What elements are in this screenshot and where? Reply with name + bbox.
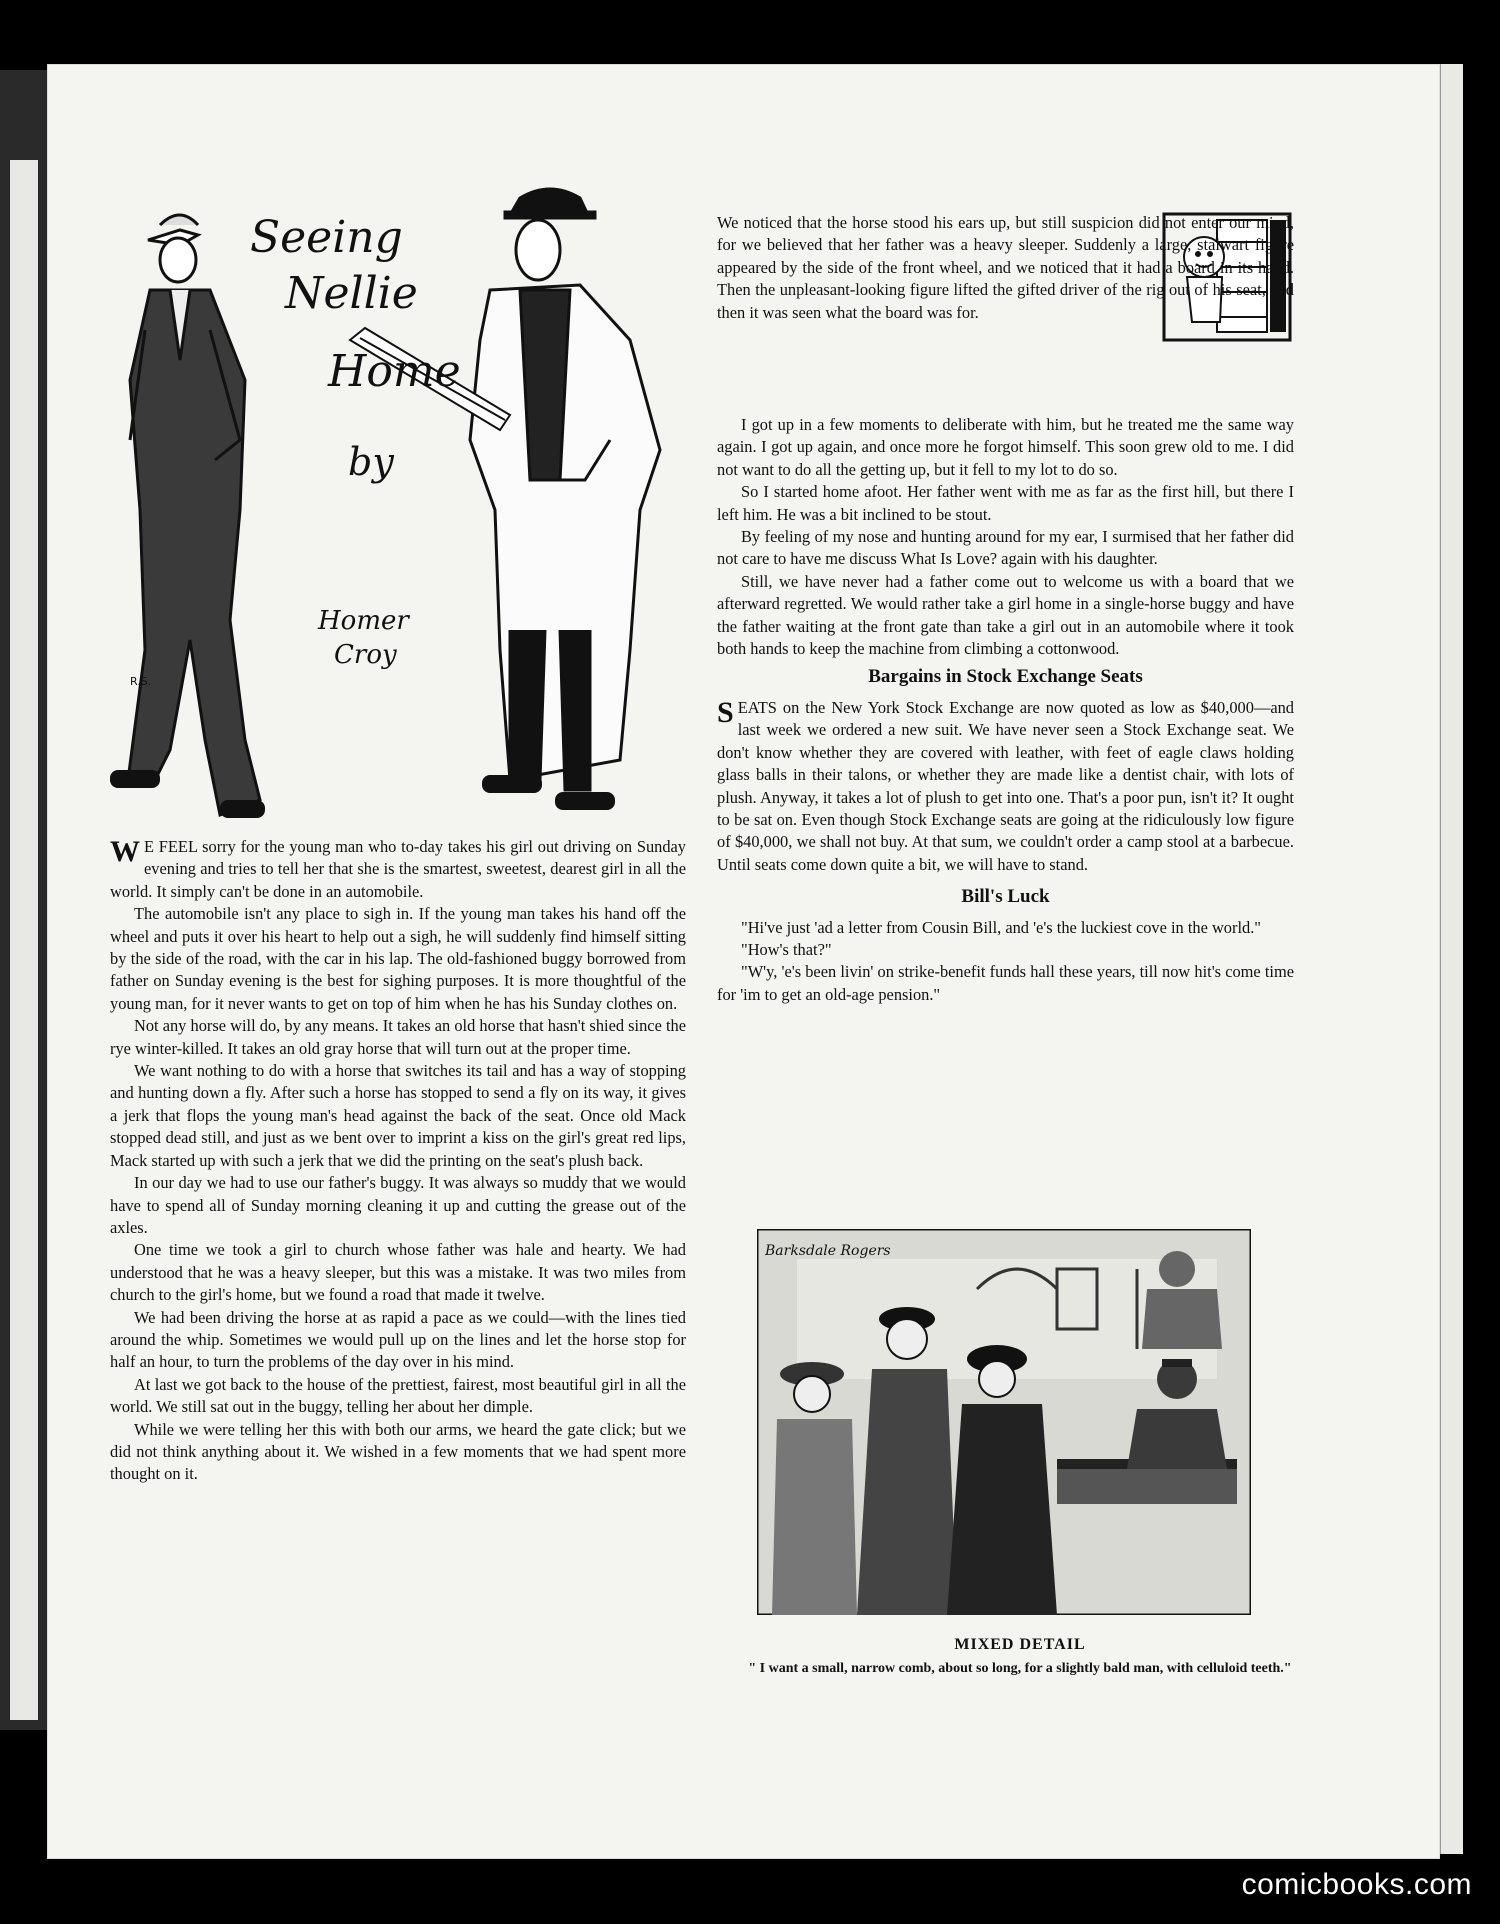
dialogue-line: "W'y, 'e's been livin' on strike-benefit funds hall these years, till now hit's come time for 'im to get an old-age pension." <box>717 962 1294 1004</box>
watermark: comicbooks.com <box>1241 1868 1472 1901</box>
left-column <box>110 836 686 1486</box>
dialogue-line: "How's that?" <box>741 939 832 959</box>
cartoon-caption-text: " I want a small, narrow comb, about so long, for a slightly bald man, with celluloid teeth." <box>748 1661 1292 1676</box>
author-name <box>318 604 409 672</box>
facing-page-edge <box>0 70 47 1730</box>
title-line-3: Home <box>328 346 461 397</box>
paragraph: By feeling of my nose and hunting around for my ear, I surmised that her father did not care to have me discuss What Is Love? again with his daughter. <box>717 527 1294 569</box>
paragraph: While we were telling her this with both our arms, we heard the gate click; but we did not think anything about it. We wished in a few moments that we had spent more thought on it. <box>110 1419 686 1484</box>
paragraph: Still, we have never had a father come out to welcome us with a board that we afterward regretted. We would rather take a girl home in a single-horse buggy and have the father waiting at the front gate than take a girl out in an automobile where it took both hands to keep the machine from climbing a cottonwood. <box>717 571 1294 659</box>
paragraph: SEATS on the New York Stock Exchange are now quoted as low as $40,000—and last week we ordered a new suit. We have never seen a Stock Exchange seat. We don't know whether they are covered with leather, with feet of eagle claws holding glass balls in their talons, or whether they are made like a dentist chair, with lots of plush. Anyway, it takes a lot of plush to get into one. That's a poor pun, isn't it? It ought to be sat on. Even though Stock Exchange seats are going at the ridiculously low figure of $40,000, we shall not buy. At that sum, we couldn't order a camp stool at a barbecue. Until seats come down quite a bit, we will have to stand. <box>717 695 1294 874</box>
title-by: by <box>348 440 394 484</box>
section-heading-bills-luck: Bill's Luck <box>961 886 1050 908</box>
paragraph: We noticed that the horse stood his ears up, but still suspicion did not enter our mind, for we believed that her father was a heavy sleeper. Suddenly a large, stalwart figure appeared by the side of the front wheel, and we noticed that it had a board in its hand. Then the unpleasant-looking figure lifted the gifted driver of the rig out of his seat, and then it was seen what the board was for. <box>717 213 1294 322</box>
paragraph: One time we took a girl to church whose father was hale and hearty. We had understood that he was a heavy sleeper, but this was a mistake. It was two miles from church to the girl's home, but we found a road that made it twelve. <box>110 1240 686 1305</box>
paragraph: At last we got back to the house of the prettiest, fairest, most beautiful girl in all the world. We still sat out in the buggy, telling her about her dimple. <box>110 1374 686 1417</box>
dialogue-line: "Hi've just 'ad a letter from Cousin Bill, and 'e's the luckiest cove in the world." <box>741 917 1261 937</box>
paragraph: I got up in a few moments to deliberate with him, but he treated me the same way again. I got up again, and once more he forgot himself. This soon grew old to me. I did not want to do all the getting up, but it fell to my lot to do so. <box>717 415 1294 479</box>
page-edge-right <box>1440 64 1463 1854</box>
author-line-2: Croy <box>334 640 397 670</box>
paragraph: So I started home afoot. Her father went with me as far as the first hill, but there I left him. He was a bit inclined to be stout. <box>717 482 1294 524</box>
right-column-top <box>717 212 1294 324</box>
paragraph: We had been driving the horse at as rapid a pace as we could—with the lines tied around the whip. Sometimes we would pull up on the lines and let the horse stop for half an hour, to turn the problems of the day over in his mind. <box>110 1307 686 1372</box>
paragraph: In our day we had to use our father's buggy. It was always so muddy that we would have to spend all of Sunday morning cleaning it up and cutting the grease out of the axles. <box>110 1173 686 1237</box>
paragraph: We want nothing to do with a horse that switches its tail and has a way of stopping and hunting down a fly. After such a horse has stopped to send a fly on its way, it gives a jerk that flops the young man's head against the back of the seat. Once old Mack stopped dead still, and just as we bent over to imprint a kiss on the girl's great red lips, Mack started up with such a jerk that we did the printing on the seat's plush back. <box>110 1061 686 1170</box>
artist-signature: Barksdale Rogers <box>765 1243 891 1259</box>
svg-text:R.S.: R.S. <box>130 675 152 688</box>
cartoon-illustration <box>757 1229 1251 1615</box>
drop-cap: W <box>110 835 140 868</box>
title-line-2: Nellie <box>285 268 418 319</box>
cartoon-caption-title: MIXED DETAIL <box>954 1636 1086 1653</box>
drop-cap: S <box>717 695 734 729</box>
author-line-1: Homer <box>318 606 409 636</box>
paragraph: The automobile isn't any place to sigh in. If the young man takes his hand off the wheel and puts it over his heart to help out a sigh, he will suddenly find himself sitting by the side of the road, with the car in his lap. The old-fashioned buggy borrowed from father on Sunday evening is the best for sighing purposes. It is more thoughtful of the young man, for it never wants to get on top of him when he has his Sunday clothes on. <box>110 904 686 1013</box>
paragraph: W E FEEL sorry for the young man who to-day takes his girl out driving on Sunday evening and tries to tell her that she is the smartest, sweetest, dearest girl in all the world. It simply can't be done in an automobile. <box>110 835 686 901</box>
title-line-1: Seeing <box>250 212 403 263</box>
paragraph: Not any horse will do, by any means. It takes an old horse that hasn't shied since the rye winter-killed. It takes an old gray horse that will turn out at the proper time. <box>110 1016 686 1058</box>
right-column-body <box>717 414 1294 1006</box>
section-heading-stock: Bargains in Stock Exchange Seats <box>868 666 1143 688</box>
